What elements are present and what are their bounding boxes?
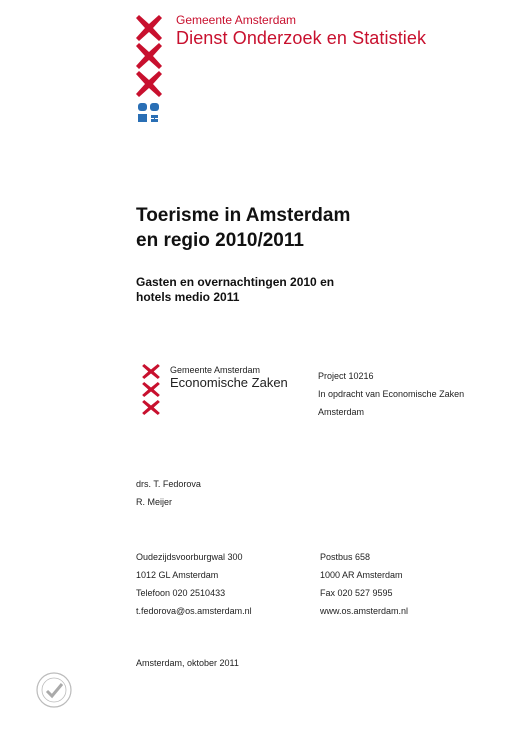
- pobox: Postbus 658: [320, 552, 371, 562]
- email: t.fedorova@os.amsterdam.nl: [136, 606, 252, 616]
- project-number: Project 10216: [318, 371, 374, 381]
- client-org-name: Gemeente Amsterdam: [170, 365, 261, 375]
- cross-icon: [136, 15, 162, 41]
- website: www.os.amsterdam.nl: [320, 606, 409, 616]
- commissioned-by-city: Amsterdam: [318, 407, 365, 417]
- cross-icon: [136, 71, 162, 97]
- cross-icon: [136, 43, 162, 69]
- authors: [136, 475, 201, 511]
- visiting-address: [136, 548, 252, 620]
- os-logo-icon: [138, 103, 160, 123]
- cross-icon: [142, 364, 160, 379]
- title-line: en regio 2010/2011: [136, 230, 304, 251]
- author: R. Meijer: [136, 497, 173, 507]
- report-subtitle: [136, 275, 334, 305]
- subtitle-line: hotels medio 2011: [136, 290, 240, 304]
- phone: Telefoon 020 2510433: [136, 588, 226, 598]
- amsterdam-crosses-logo: [136, 15, 162, 97]
- author: drs. T. Fedorova: [136, 479, 201, 489]
- client-department-name: Economische Zaken: [170, 375, 288, 390]
- cross-icon: [142, 382, 160, 397]
- subtitle-line: Gasten en overnachtingen 2010 en: [136, 275, 335, 289]
- street: Oudezijdsvoorburgwal 300: [136, 552, 243, 562]
- title-line: Toerisme in Amsterdam: [136, 205, 351, 226]
- client-crosses-logo: [142, 364, 160, 415]
- fax: Fax 020 527 9595: [320, 588, 393, 598]
- project-info: [318, 367, 464, 421]
- postal-address: [320, 548, 408, 620]
- postcode-city: 1000 AR Amsterdam: [320, 570, 403, 580]
- report-title: [136, 203, 350, 253]
- commissioned-by: In opdracht van Economische Zaken: [318, 389, 465, 399]
- header-department-name: Dienst Onderzoek en Statistiek: [176, 28, 427, 48]
- header-org-name: Gemeente Amsterdam: [176, 13, 297, 27]
- certification-seal-icon: [34, 670, 74, 710]
- publication-date: Amsterdam, oktober 2011: [136, 658, 239, 668]
- postcode-city: 1012 GL Amsterdam: [136, 570, 219, 580]
- cross-icon: [142, 400, 160, 415]
